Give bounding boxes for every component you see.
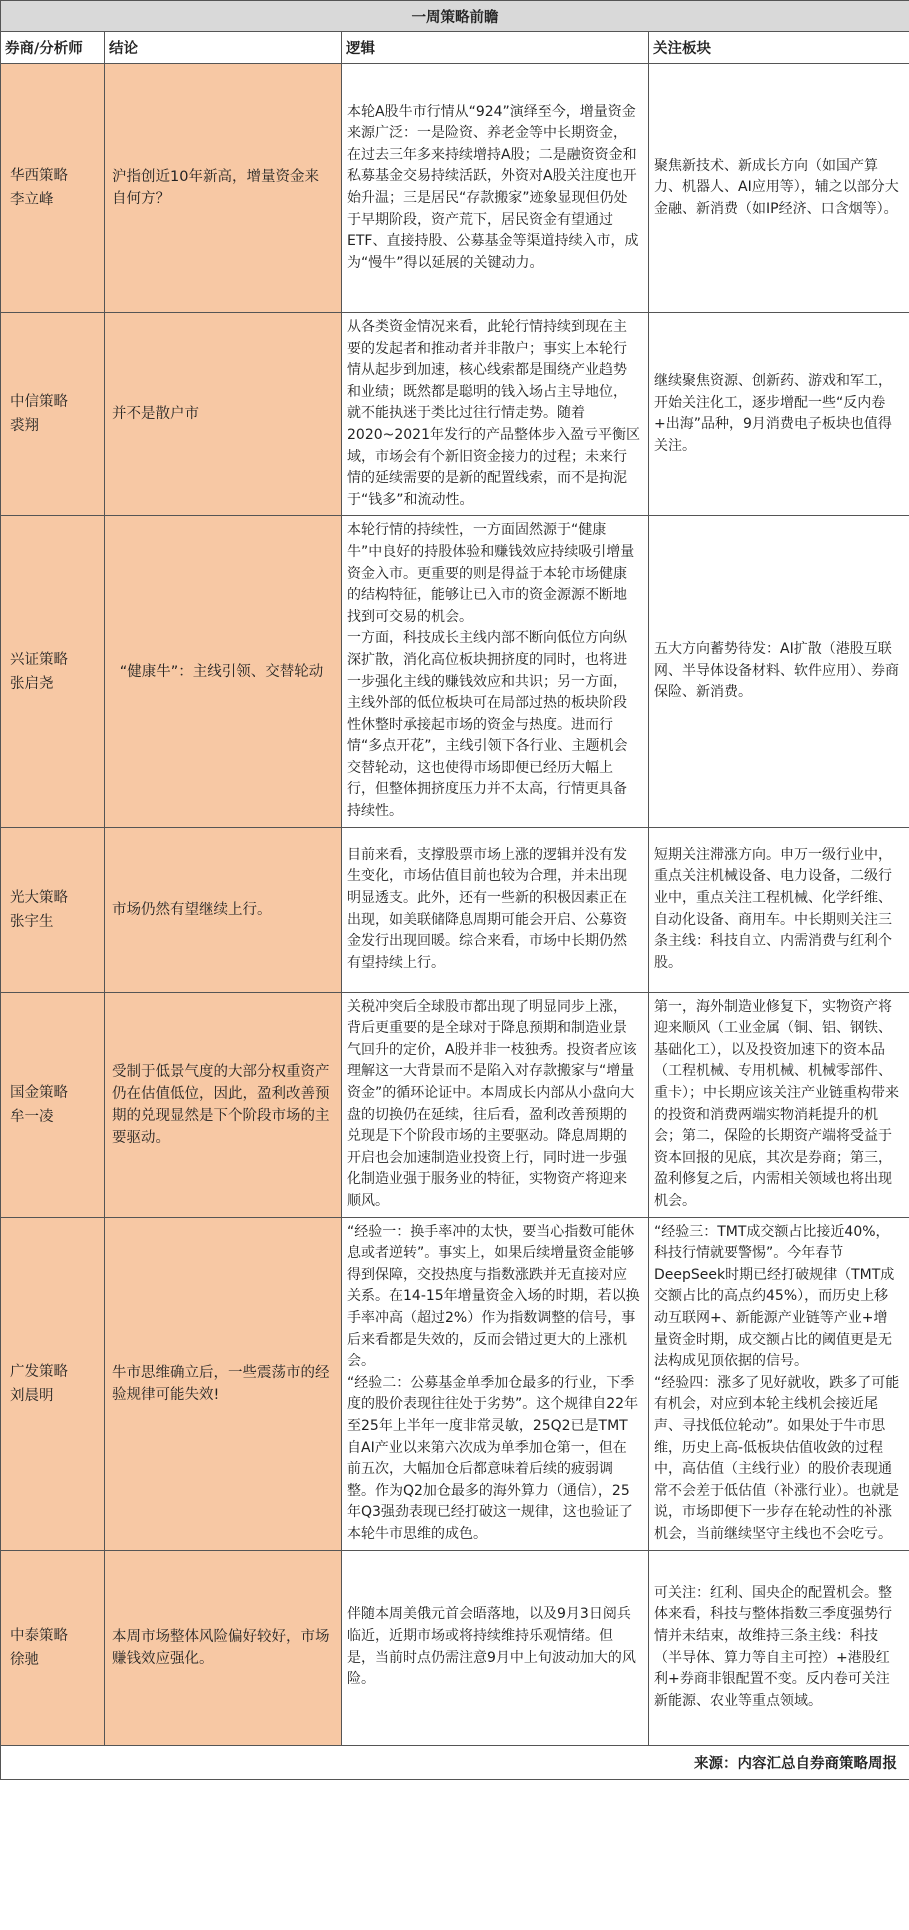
broker-name: 兴证策略 [10, 651, 68, 668]
table-row [1, 64, 909, 313]
analyst-name: 张启尧 [10, 675, 54, 692]
header-broker: 券商/分析师 [1, 32, 105, 64]
table-row [1, 313, 909, 516]
broker-cell [1, 1550, 105, 1745]
broker-cell [1, 992, 105, 1217]
sectors-cell: 聚焦新技术、新成长方向（如国产算力、机器人、AI应用等），辅之以部分大金融、新消费（如IP经济、口含烟等）。 [649, 64, 909, 313]
logic-cell: 本轮行情的持续性，一方面固然源于“健康牛”中良好的持股体验和赚钱效应持续吸引增量资金入市。更重要的则是得益于本轮市场健康的结构特征，能够让已入市的资金源源不断地找到可交易的机会。 一方面，科技成长主线内部不断向低位方向纵深扩散，消化高位板块拥挤度的同时，也将进一步强化主线的赚钱效应和共识；另一方面，主线外部的低位板块可在局部过热的板块阶段性休整时承接起市场的资金与热度。进而行情“多点开花”，主线引领下各行业、主题机会交替轮动，这也使得市场即便已经历大幅上行，但整体拥挤度压力并不太高，行情更具备持续性。 [342, 516, 649, 827]
footer-row [1, 1745, 909, 1779]
broker-name: 国金策略 [10, 1084, 68, 1101]
header-conclusion: 结论 [105, 32, 342, 64]
broker-name: 光大策略 [10, 889, 68, 906]
analyst-name: 李立峰 [10, 192, 54, 208]
table-row [1, 516, 909, 827]
conclusion-cell: 沪指创近10年新高，增量资金来自何方？ [105, 64, 342, 313]
analyst-name: 牟一凌 [10, 1108, 54, 1125]
header-row [1, 32, 909, 64]
logic-cell: 伴随本周美俄元首会晤落地，以及9月3日阅兵临近，近期市场或将持续维持乐观情绪。但是，当前时点仍需注意9月中上旬波动加大的风险。 [342, 1550, 649, 1745]
analyst-name: 张宇生 [10, 913, 54, 930]
conclusion-cell: 本周市场整体风险偏好较好，市场赚钱效应强化。 [105, 1550, 342, 1745]
analyst-name: 徐驰 [10, 1651, 39, 1668]
analyst-name: 裘翔 [10, 418, 39, 435]
analyst-name: 刘晨明 [10, 1387, 54, 1404]
broker-name: 中信策略 [10, 394, 68, 411]
sectors-cell: 继续聚焦资源、创新药、游戏和军工，开始关注化工，逐步增配一些“反内卷+出海”品种，9月消费电子板块也值得关注。 [649, 313, 909, 516]
logic-cell: “经验一：换手率冲的太快，要当心指数可能休息或者逆转”。事实上，如果后续增量资金能够得到保障，交投热度与指数涨跌并无直接对应关系。在14-15年增量资金入场的时期，若以换手率冲高（超过2%）作为指数调整的信号，事后来看都是失效的，反而会错过更大的上涨机会。 “经验二：公募基金单季加仓最多的行业，下季度的股价表现往往处于劣势”。这个规律自22年至25年上半年一度非常灵敏，25Q2已是TMT自AI产业以来第六次成为单季加仓第一，但在前五次，大幅加仓后都意味着后续的疲弱调整。作为Q2加仓最多的海外算力（通信），25年Q3强劲表现已经打破这一规律，这也验证了本轮牛市思维的成色。 [342, 1217, 649, 1550]
conclusion-cell: 受制于低景气度的大部分权重资产仍在估值低位，因此，盈利改善预期的兑现显然是下个阶段市场的主要驱动。 [105, 992, 342, 1217]
conclusion-cell: “健康牛”：主线引领、交替轮动 [105, 516, 342, 827]
sectors-cell: “经验三：TMT成交额占比接近40%，科技行情就要警惕”。今年春节DeepSeek时期已经打破规律（TMT成交额占比的高点约45%），而历史上移动互联网+、新能源产业链等产业+增量资金时期，成交额占比的阈值更是无法构成见顶依据的信号。 “经验四：涨多了见好就收，跌多了可能有机会，对应到本轮主线机会接近尾声、寻找低位轮动”。如果处于牛市思维，历史上高-低板块估值收敛的过程中，高估值（主线行业）的股价表现通常不会差于低估值（补涨行业）。也就是说，市场即便下一步存在轮动性的补涨机会，当前继续坚守主线也不会吃亏。 [649, 1217, 909, 1550]
sectors-cell: 可关注：红利、国央企的配置机会。整体来看，科技与整体指数三季度强势行情并未结束，故维持三条主线：科技（半导体、算力等自主可控）+港股红利+券商非银配置不变。反内卷可关注新能源、农业等重点领域。 [649, 1550, 909, 1745]
sectors-cell: 五大方向蓄势待发：AI扩散（港股互联网、半导体设备材料、软件应用）、券商保险、新消费。 [649, 516, 909, 827]
sectors-cell: 第一，海外制造业修复下，实物资产将迎来顺风（工业金属（铜、铝、钢铁、基础化工），以及投资加速下的资本品（工程机械、专用机械、机械零部件、重卡）；中长期应该关注产业链重构带来的投资和消费两端实物消耗提升的机会；第二，保险的长期资产端将受益于资本回报的见底，其次是券商；第三，盈利修复之后，内需相关领域也将出现机会。 [649, 992, 909, 1217]
broker-cell [1, 516, 105, 827]
logic-cell: 从各类资金情况来看，此轮行情持续到现在主要的发起者和推动者并非散户；事实上本轮行情从起步到加速，核心线索都是围绕产业趋势和业绩；既然都是聪明的钱入场占主导地位，就不能执迷于类比过往行情走势。随着2020~2021年发行的产品整体步入盈亏平衡区域，市场会有个新旧资金接力的过程；未来行情的延续需要的是新的配置线索，而不是拘泥于“钱多”和流动性。 [342, 313, 649, 516]
broker-name: 中泰策略 [10, 1627, 68, 1644]
header-logic: 逻辑 [342, 32, 649, 64]
logic-cell: 本轮A股牛市行情从“924”演绎至今，增量资金来源广泛：一是险资、养老金等中长期资金，在过去三年多来持续增持A股；二是融资资金和私募基金交易持续活跃，外资对A股关注度也开始升温；三是居民“存款搬家”迹象显现但仍处于早期阶段，资产荒下，居民资金有望通过ETF、直接持股、公募基金等渠道持续入市，成为“慢牛”得以延展的关键动力。 [342, 64, 649, 313]
broker-cell [1, 64, 105, 313]
title-row [1, 1, 909, 32]
broker-name: 华西策略 [10, 168, 68, 184]
conclusion-cell: 市场仍然有望继续上行。 [105, 827, 342, 992]
broker-cell [1, 827, 105, 992]
broker-name: 广发策略 [10, 1363, 68, 1380]
sectors-cell: 短期关注滞涨方向。申万一级行业中，重点关注机械设备、电力设备，二级行业中，重点关注工程机械、化学纤维、自动化设备、商用车。中长期则关注三条主线：科技自立、内需消费与红利个股。 [649, 827, 909, 992]
table-row [1, 827, 909, 992]
table-row [1, 992, 909, 1217]
logic-cell: 关税冲突后全球股市都出现了明显同步上涨，背后更重要的是全球对于降息预期和制造业景气回升的定价，A股并非一枝独秀。投资者应该理解这一大背景而不是陷入对存款搬家与“增量资金”的循环论证中。本周成长内部从小盘向大盘的切换仍在延续，往后看，盈利改善预期的兑现是下个阶段市场的主要驱动。降息周期的开启也会加速制造业投资上行，同时进一步强化制造业强于服务业的特征，实物资产将迎来顺风。 [342, 992, 649, 1217]
logic-cell: 目前来看，支撑股票市场上涨的逻辑并没有发生变化，市场估值目前也较为合理，并未出现明显透支。此外，还有一些新的积极因素正在出现，如美联储降息周期可能会开启、公募资金发行出现回暖。综合来看，市场中长期仍然有望持续上行。 [342, 827, 649, 992]
source-note: 来源：内容汇总自券商策略周报 [1, 1745, 909, 1779]
conclusion-cell: 并不是散户市 [105, 313, 342, 516]
broker-cell [1, 313, 105, 516]
broker-cell [1, 1217, 105, 1550]
header-sectors: 关注板块 [649, 32, 909, 64]
table-row [1, 1217, 909, 1550]
table-title: 一周策略前瞻 [1, 1, 909, 32]
conclusion-cell: 牛市思维确立后，一些震荡市的经验规律可能失效! [105, 1217, 342, 1550]
table-row [1, 1550, 909, 1745]
